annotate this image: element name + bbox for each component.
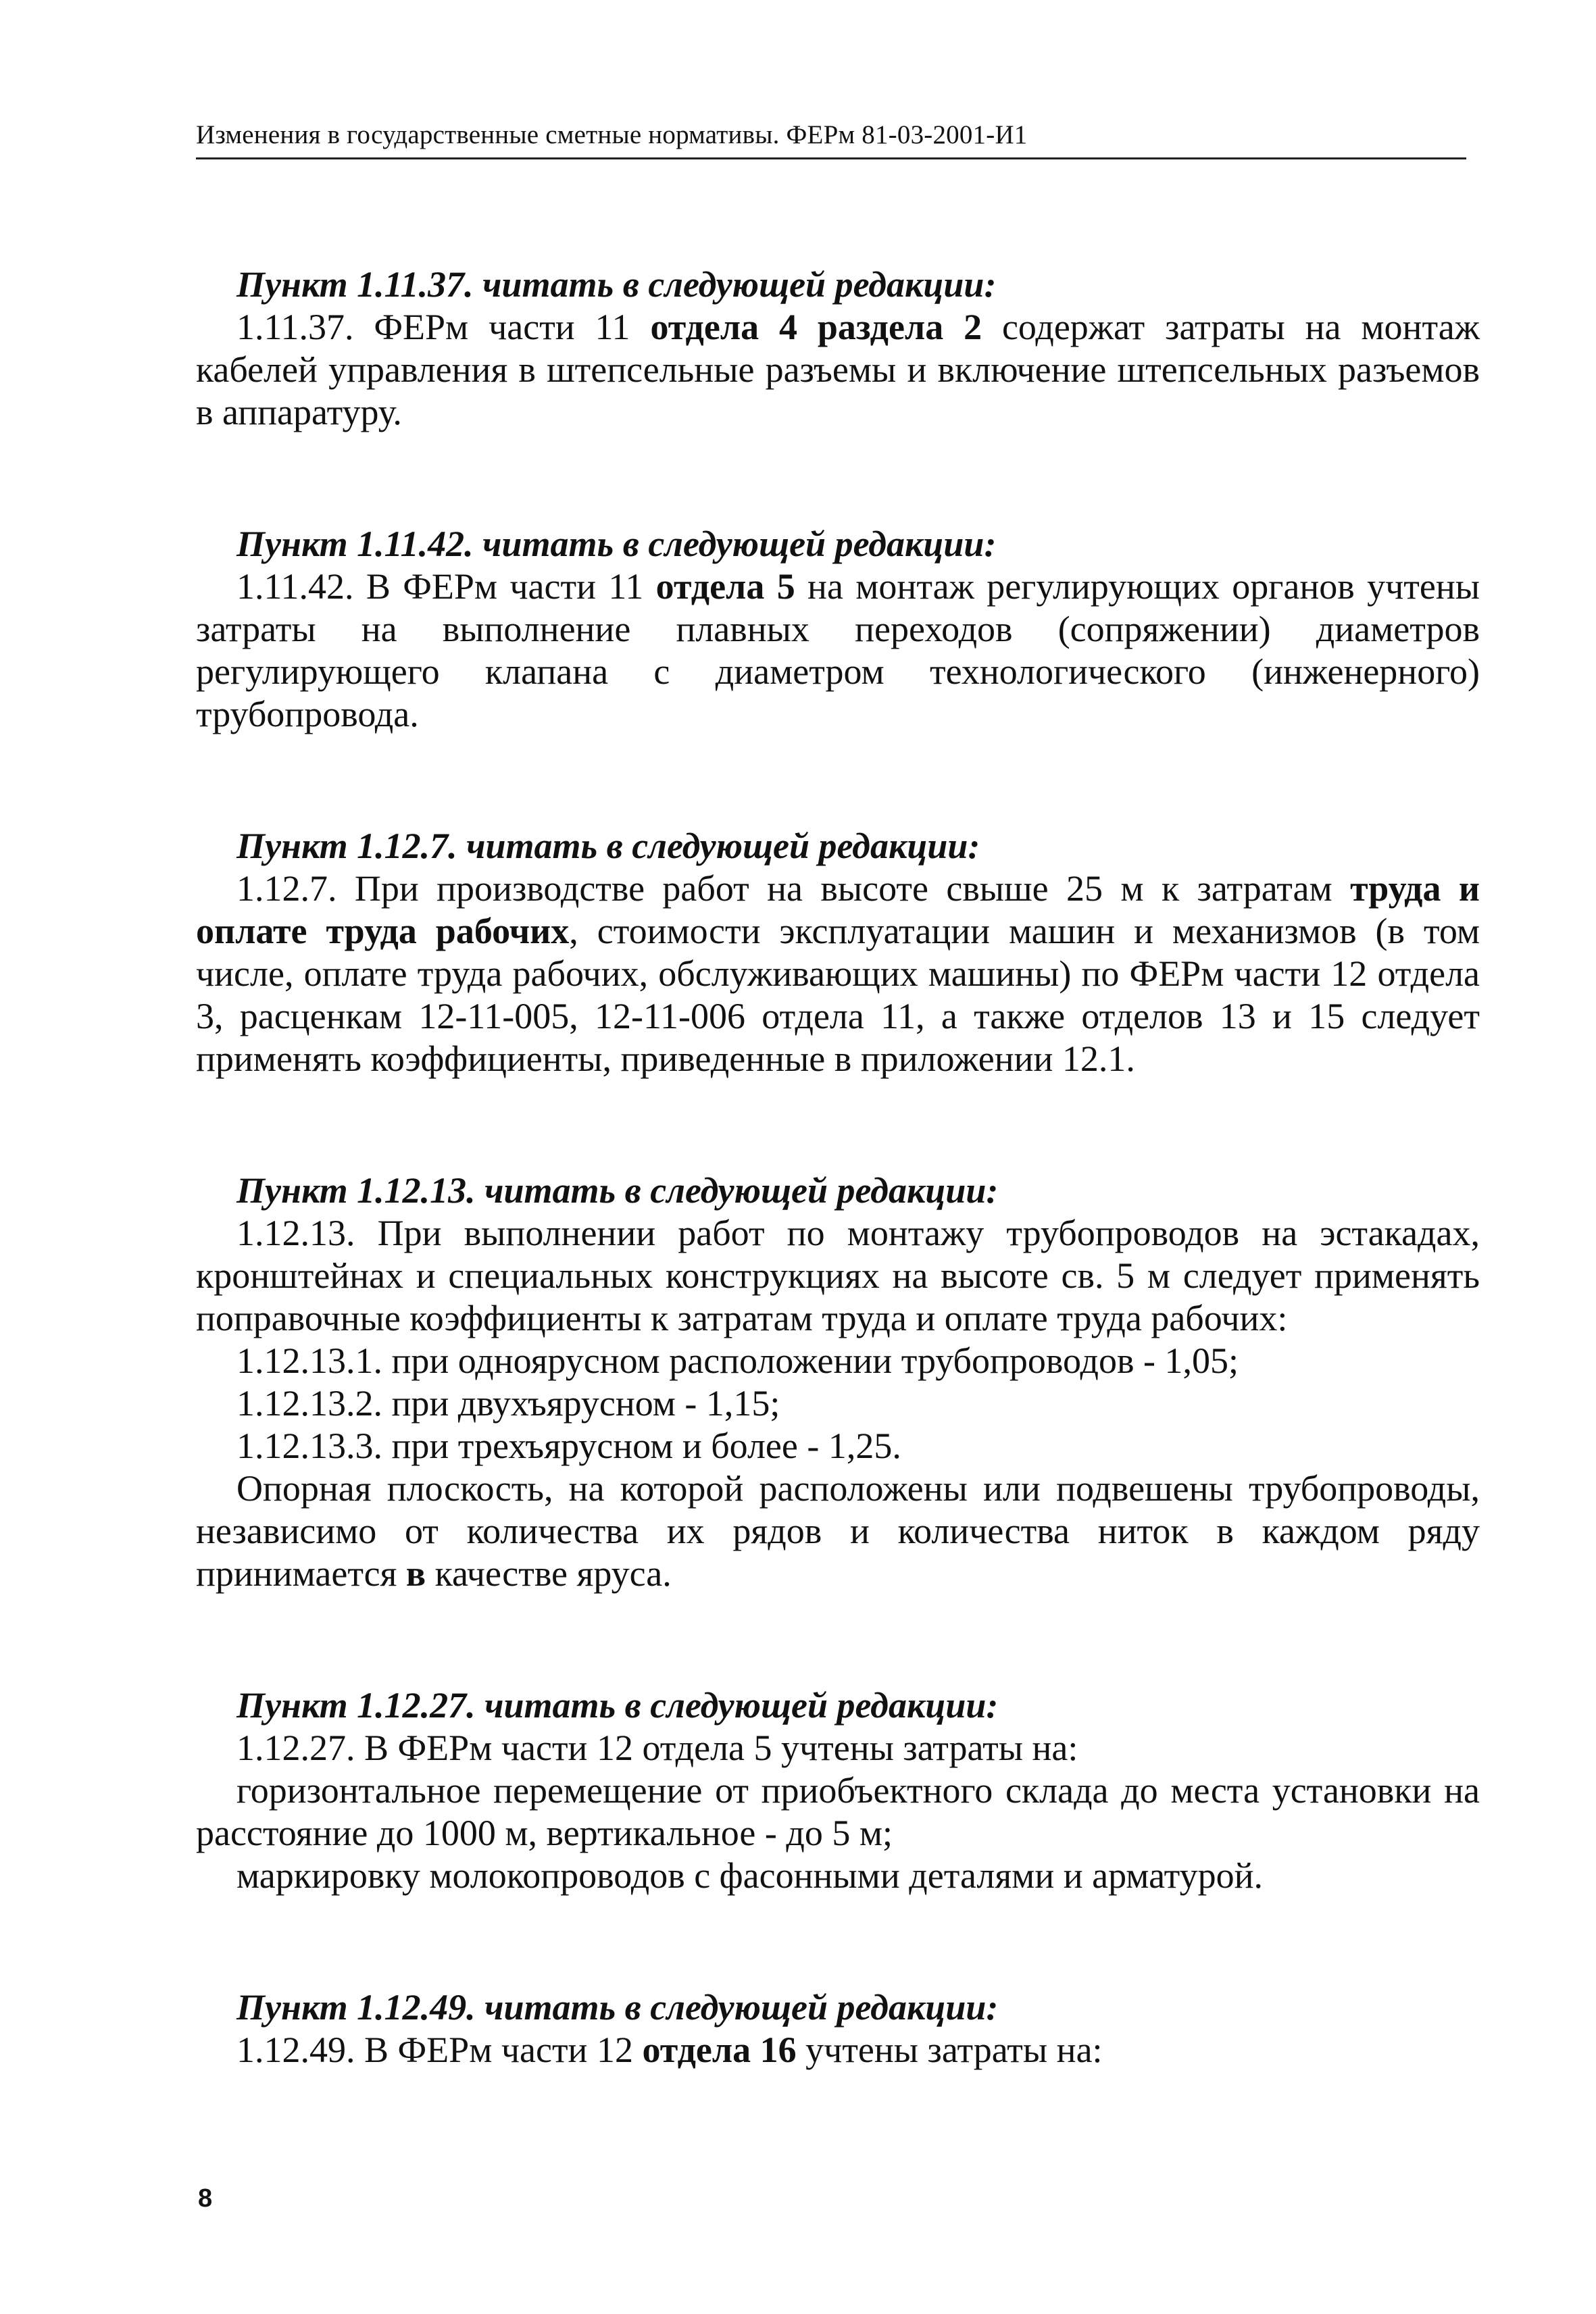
section-1-12-49 bbox=[196, 1986, 1480, 2071]
section-heading: Пункт 1.12.7. читать в следующей редакции: bbox=[236, 826, 980, 866]
section-1-12-27 bbox=[196, 1684, 1480, 1897]
section-paragraph: маркировку молокопроводов с фасонными деталями и арматурой. bbox=[236, 1855, 1263, 1896]
section-paragraph: горизонтальное перемещение от приобъектного склада до места установки на расстояние до 1000 м, вертикальное - до 5 м; bbox=[196, 1770, 1480, 1853]
section-heading: Пункт 1.12.13. читать в следующей редакции: bbox=[236, 1170, 999, 1211]
section-1-11-42 bbox=[196, 523, 1480, 736]
section-paragraph: 1.12.13. При выполнении работ по монтажу трубопроводов на эстакадах, кронштейнах и специальных конструкциях на высоте св. 5 м следует применять поправочные коэффициенты к затратам труда и оплате труда рабочих: bbox=[196, 1213, 1480, 1338]
list-item: 1.12.13.1. при одноярусном расположении трубопроводов - 1,05; bbox=[236, 1340, 1239, 1381]
section-heading: Пункт 1.11.42. читать в следующей редакции: bbox=[236, 524, 997, 564]
section-1-11-37 bbox=[196, 263, 1480, 434]
document-body bbox=[196, 263, 1480, 2071]
page-number: 8 bbox=[198, 2184, 213, 2213]
list-item: 1.12.13.3. при трехъярусном и более - 1,25. bbox=[236, 1426, 901, 1466]
section-paragraph: 1.12.27. В ФЕРм части 12 отдела 5 учтены затраты на: bbox=[236, 1728, 1078, 1768]
section-heading: Пункт 1.12.49. читать в следующей редакции: bbox=[236, 1987, 999, 2028]
section-paragraph: Опорная плоскость, на которой расположены или подвешены трубопроводы, независимо от количества их рядов и количества ниток в каждом ряду принимается в качестве яруса. bbox=[196, 1468, 1480, 1594]
section-heading: Пункт 1.11.37. читать в следующей редакции: bbox=[236, 264, 997, 305]
section-heading: Пункт 1.12.27. читать в следующей редакции: bbox=[236, 1685, 999, 1726]
section-1-12-7 bbox=[196, 825, 1480, 1080]
section-paragraph: 1.12.49. В ФЕРм части 12 отдела 16 учтены затраты на: bbox=[236, 2030, 1103, 2070]
running-header: Изменения в государственные сметные нормативы. ФЕРм 81-03-2001-И1 bbox=[196, 120, 1028, 149]
section-paragraph: 1.12.7. При производстве работ на высоте свыше 25 м к затратам труда и оплате труда рабочих, стоимости эксплуатации машин и механизмов (в том числе, оплате труда рабочих, обслуживающих машины) по ФЕРм части 12 отдела 3, расценкам 12-11-005, 12-11-006 отдела 11, а также отделов 13 и 15 следует применять коэффициенты, приведенные в приложении 12.1. bbox=[196, 868, 1480, 1079]
section-paragraph: 1.11.37. ФЕРм части 11 отдела 4 раздела 2 содержат затраты на монтаж кабелей управления в штепсельные разъемы и включение штепсельных разъемов в аппаратуру. bbox=[196, 307, 1480, 432]
header-rule bbox=[196, 157, 1466, 159]
section-paragraph: 1.11.42. В ФЕРм части 11 отдела 5 на монтаж регулирующих органов учтены затраты на выполнение плавных переходов (сопряжении) диаметров регулирующего клапана с диаметром технологического (инженерного) трубопровода. bbox=[196, 566, 1480, 734]
list-item: 1.12.13.2. при двухъярусном - 1,15; bbox=[236, 1383, 780, 1424]
section-1-12-13 bbox=[196, 1169, 1480, 1595]
